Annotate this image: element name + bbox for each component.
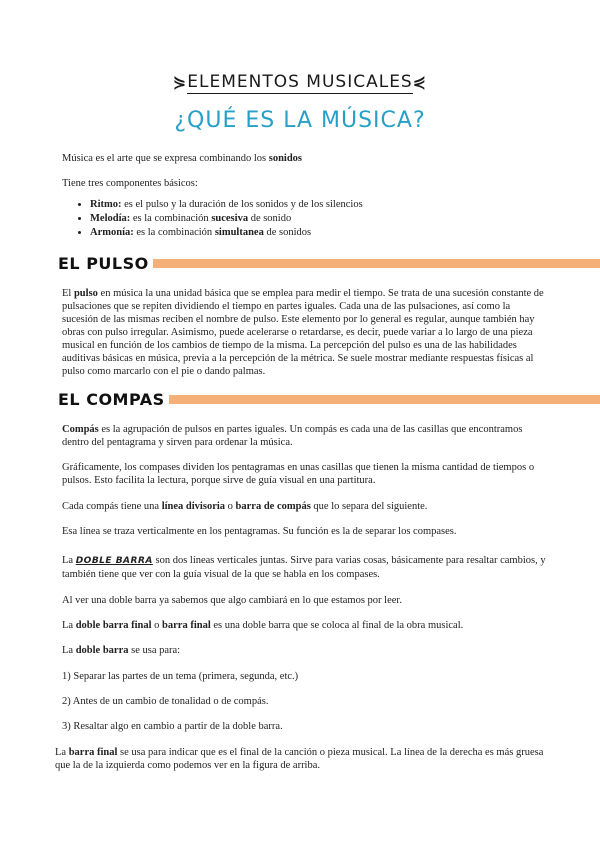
section-heading-pulso: EL PULSO — [58, 254, 600, 274]
list-item: • Armonía: es la combinación simultanea de sonidos — [90, 226, 363, 239]
title-right-ornament: ⋞ — [412, 72, 428, 91]
section-accent-bar — [138, 395, 600, 404]
list-item: 3) Resaltar algo en cambio a partir de la doble barra. — [62, 721, 283, 732]
compas-paragraph-9: La barra final se usa para indicar que es el final de la canción o pieza musical. La línea de la derecha es más gruesa que la de la izquierda como podemos ver en la figura de arriba. — [55, 747, 544, 771]
page-subtitle: ¿QUÉ ES LA MÚSICA? — [174, 108, 426, 133]
intro-paragraph: Música es el arte que se expresa combinando los sonidos — [62, 153, 303, 164]
compas-paragraph-4: Esa línea se traza verticalmente en los pentagramas. Su función es la de separar los compases. — [62, 526, 457, 537]
compas-paragraph-3: Cada compás tiene una línea divisoria o barra de compás que lo separa del siguiente. — [62, 501, 428, 512]
compas-paragraph-7: La doble barra final o barra final es una doble barra que se coloca al final de la obra musical. — [62, 620, 464, 631]
compas-paragraph-8: La doble barra se usa para: — [62, 645, 181, 656]
compas-paragraph-6: Al ver una doble barra ya sabemos que algo cambiará en lo que estamos por leer. — [62, 595, 402, 606]
title-text: ELEMENTOS MUSICALES — [187, 72, 413, 92]
intro-components-lead: Tiene tres componentes básicos: — [62, 178, 198, 189]
pulso-paragraph: El pulso en música la una unidad básica que se emplea para medir el tiempo. Se trata de una sucesión constante de pulsaciones que se repiten dividiendo el tiempo en partes iguales. Cada una de las pulsaciones, así como la sucesión de las mismas reciben el nombre de pulso. Este elemento por lo general es regular, aunque también hay obras con pulso irregular. Asimismo, puede acelerarse o retardarse, es decir, puede variar a lo largo de una pieza musical en función de los cambios de tiempo de la misma. La percepción del pulso es una de las habilidades auditivas básicas en música, previa a la percepción de la métrica. Se suele mostrar mediante respuestas físicas al pulso como marcarlo con el pie o dando palmas. — [62, 288, 544, 377]
compas-paragraph-1: Compás es la agrupación de pulsos en partes iguales. Un compás es cada una de las casillas que encontramos dentro del pentagrama y sirven para ordenar la música. — [62, 424, 523, 448]
section-heading-compas: EL COMPAS — [58, 390, 600, 410]
list-item: 1) Separar las partes de un tema (primera, segunda, etc.) — [62, 671, 299, 682]
doble-barra-label: DOBLE BARRA — [75, 556, 153, 566]
section-accent-bar — [128, 259, 600, 268]
list-item: • Ritmo: es el pulso y la duración de los sonidos y de los silencios — [90, 198, 363, 211]
compas-paragraph-5: La DOBLE BARRA son dos líneas verticales juntas. Sirve para varias cosas, básicamente para resaltar cambios, y también tiene que ver con la guía visual de la que se habla en los compases. — [62, 555, 546, 580]
components-list — [62, 198, 363, 240]
page-title — [0, 72, 600, 92]
title-left-ornament: ⋟ — [172, 72, 188, 91]
list-item: 2) Antes de un cambio de tonalidad o de compás. — [62, 696, 269, 707]
compas-paragraph-2: Gráficamente, los compases dividen los pentagramas en unas casillas que tienen la misma cantidad de tiempos o pulsos. Esto facilita la lectura, porque sirve de guía visual en una partitura. — [62, 462, 535, 486]
list-item: • Melodía: es la combinación sucesiva de sonido — [90, 212, 363, 225]
